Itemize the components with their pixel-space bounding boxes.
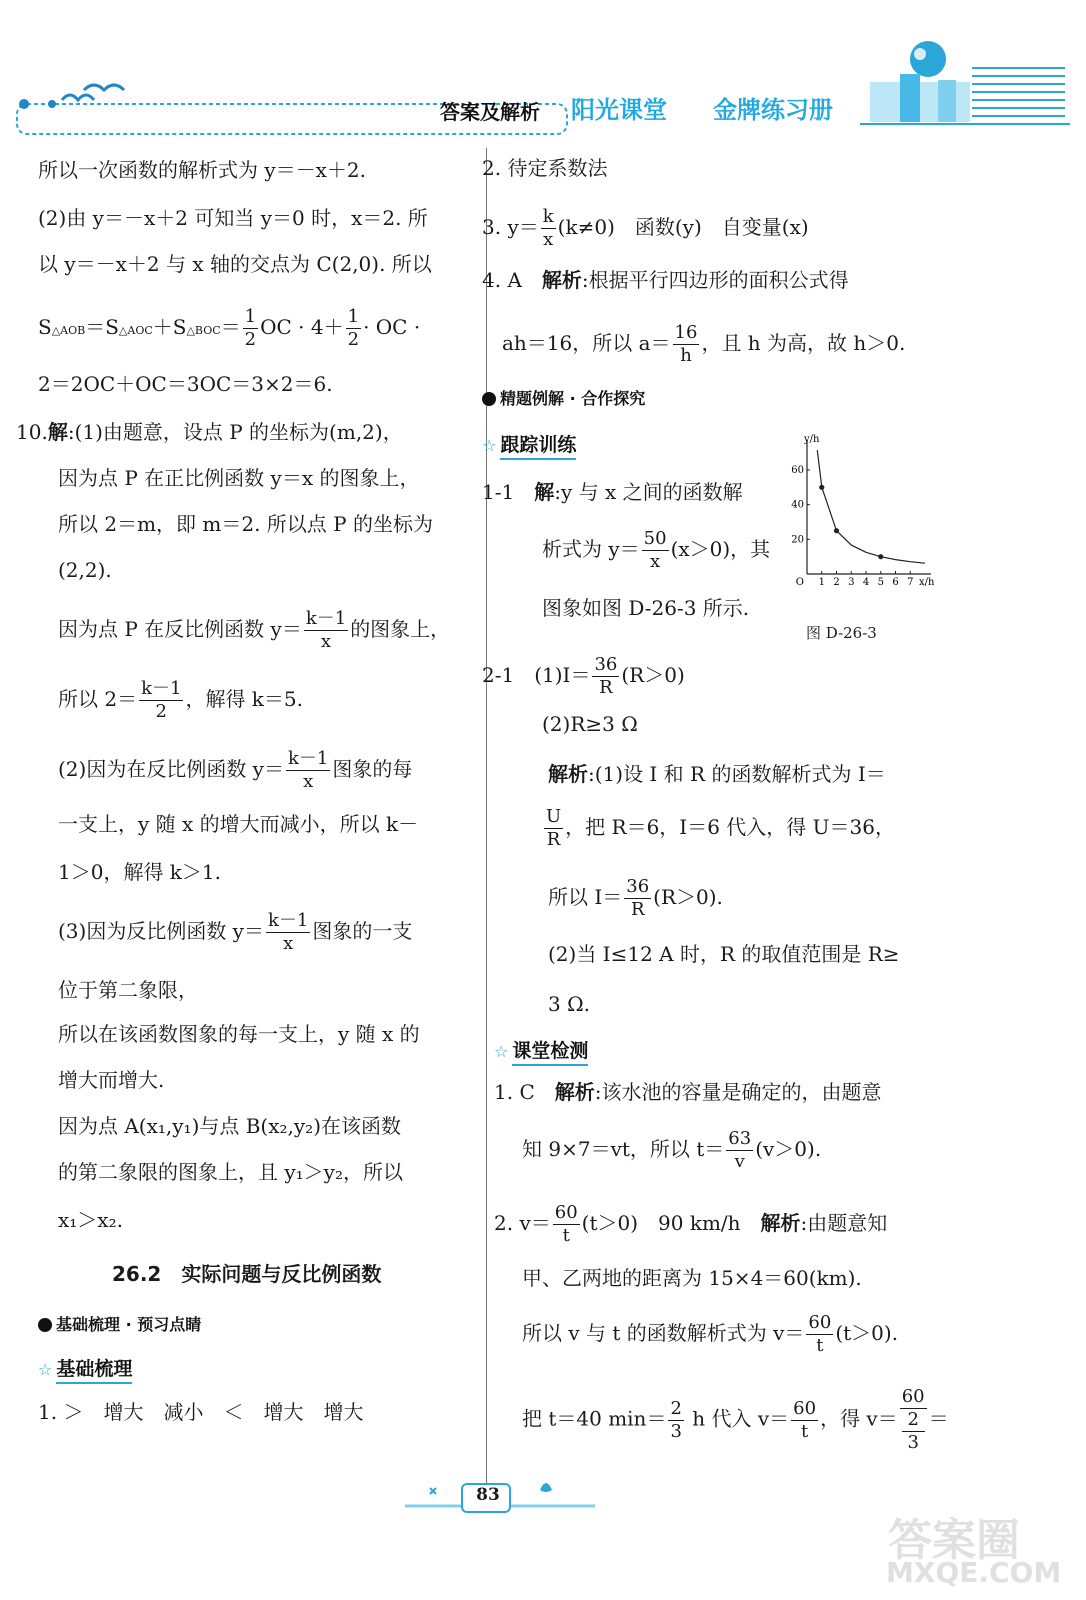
check-2-line-4: [522, 1386, 949, 1454]
y-tick-label: 20: [791, 534, 804, 546]
q10-line-7: [58, 748, 412, 793]
numerator: 60: [554, 1202, 578, 1223]
badge-label: 基础梳理 · 预习点睛: [56, 1315, 202, 1334]
t11-line-2: [542, 528, 770, 573]
r-text: (k≠0) 函数(y) 自变量(x): [557, 215, 809, 239]
q10-line-16: x₁＞x₂.: [58, 1208, 123, 1232]
q10-line-9: 1＞0，解得 k＞1.: [58, 860, 222, 884]
x-tick-label: 2: [833, 577, 840, 588]
left-line-3: 以 y＝－x＋2 与 x 轴的交点为 C(2,0). 所以: [38, 252, 432, 276]
subhead-label: 跟踪训练: [500, 434, 576, 460]
curve-series: [817, 450, 925, 563]
q10-text: ，解得 k＝5.: [185, 687, 304, 711]
right-line-1: 2. 待定系数法: [482, 156, 608, 180]
t21-line-2: (2)R≥3 Ω: [542, 712, 638, 736]
eq-sub: △AOC: [118, 324, 153, 337]
fraction: [541, 206, 556, 251]
left-area-equation: [38, 306, 420, 351]
t21-text: (1)I＝: [534, 663, 591, 687]
right-line-2: [482, 206, 809, 251]
q10-text: :(1)由题意，设点 P 的坐标为(m,2)，: [67, 420, 403, 444]
eq-part: ＋S: [152, 315, 187, 339]
fraction: [668, 1398, 683, 1443]
badge-dot-icon: [482, 392, 496, 406]
badge-examples: [482, 386, 645, 409]
t11-line-3: 图象如图 D-26-3 所示.: [542, 596, 750, 620]
jiexi-label: 解析: [548, 762, 588, 786]
c-text: 所以 v 与 t 的函数解析式为 v＝: [522, 1321, 805, 1345]
header-logo-icon: [860, 34, 1070, 129]
fraction: [642, 528, 669, 573]
y-tick-label: 40: [791, 499, 804, 511]
c-text: :该水池的容量是确定的，由题意: [594, 1080, 882, 1104]
page-number: 83: [476, 1485, 500, 1505]
numerator: 16: [674, 322, 698, 343]
q10-text: 的图象上，: [350, 617, 451, 641]
denominator: x: [320, 631, 332, 652]
q10-line-8: 一支上，y 随 x 的增大而减小，所以 k－: [58, 812, 419, 836]
nested-numerator: 2: [902, 1409, 925, 1432]
badge-dot-icon: [38, 1318, 52, 1332]
fraction: [243, 306, 258, 351]
denominator: R: [599, 677, 613, 698]
fraction: [286, 748, 330, 793]
numerator: 2: [670, 1397, 682, 1419]
header-brand-2: 金牌练习册: [713, 96, 833, 124]
inverse-function-chart: [785, 432, 935, 612]
check-2-line-1: [494, 1202, 887, 1247]
fraction: [139, 678, 183, 723]
denominator: x: [650, 551, 661, 572]
t21-line-4: [542, 806, 895, 851]
denominator: x: [543, 229, 554, 250]
fraction: [544, 806, 563, 851]
nested-denominator: 3: [907, 1432, 919, 1453]
c-text: (t＞0).: [835, 1321, 899, 1345]
t11-jie: 解: [534, 480, 555, 504]
t21-text: 所以 I＝: [548, 885, 623, 909]
q10-line-14: 因为点 A(x₁,y₁)与点 B(x₂,y₂)在该函数: [58, 1114, 402, 1138]
origin-label: O: [795, 577, 804, 588]
t21-line-3: [548, 760, 886, 788]
fraction: [726, 1128, 753, 1173]
chart-caption: 图 D-26-3: [806, 624, 877, 642]
q10-line-12: 所以在该函数图象的每一支上，y 随 x 的: [58, 1022, 420, 1046]
badge-basics: [38, 1312, 201, 1335]
numerator: 60: [808, 1312, 832, 1333]
t11-text: 析式为 y＝: [542, 537, 640, 561]
x-tick-label: 6: [892, 577, 899, 588]
fraction: [900, 1386, 927, 1454]
q10-line-2: 因为点 P 在正比例函数 y＝x 的图象上，: [58, 466, 420, 490]
numerator: 60: [793, 1397, 817, 1419]
q10-text: 所以 2＝: [58, 687, 138, 711]
fraction: [553, 1202, 580, 1247]
watermark-title: 答案圈: [888, 1515, 1020, 1566]
t11-text: (x＞0)，其: [670, 537, 771, 561]
numerator: 50: [643, 528, 667, 549]
y-tick-label: 60: [791, 465, 804, 476]
c-text: :由题意知: [800, 1211, 888, 1235]
q10-line-5: [58, 608, 450, 653]
header-label: 答案及解析: [440, 100, 540, 124]
denominator: h: [680, 345, 692, 366]
eq-part: OC · 4＋: [260, 315, 344, 339]
left-line-1: 所以一次函数的解析式为 y＝－x＋2.: [38, 158, 367, 182]
r-text: ah＝16，所以 a＝: [502, 331, 671, 355]
c-text: h 代入 v＝: [685, 1406, 790, 1431]
c-text: 把 t＝40 min＝: [522, 1406, 667, 1431]
subhead-label: 课堂检测: [512, 1040, 588, 1066]
numerator: 36: [626, 876, 650, 897]
eq-sub: △AOB: [51, 324, 86, 337]
q10-text: 图象的每: [332, 757, 413, 781]
right-line-3: [482, 266, 849, 294]
eq-part: ＝: [220, 315, 241, 339]
denominator: t: [562, 1225, 570, 1246]
q10-text: (3)因为反比例函数 y＝: [58, 919, 264, 943]
fraction: [624, 876, 651, 921]
t11-line-1: [482, 478, 743, 506]
q10-first-line: [16, 418, 403, 446]
check-2-line-2: 甲、乙两地的距离为 15×4＝60(km).: [522, 1266, 862, 1290]
c-text: ＝: [928, 1406, 949, 1431]
fraction: [592, 654, 619, 699]
fraction: [266, 910, 310, 955]
denominator: R: [630, 899, 645, 920]
t21-line-1: [482, 654, 685, 699]
x-tick-label: 1: [818, 577, 825, 588]
x-tick-label: 7: [907, 577, 914, 588]
right-line-4: [502, 322, 905, 367]
t21-text: :(1)设 I 和 R 的函数解析式为 I＝: [588, 762, 886, 786]
left-line-5: 2＝2OC＋OC＝3OC＝3×2＝6.: [38, 372, 333, 396]
fraction: [304, 608, 348, 653]
header-brand-1: 阳光课堂: [571, 96, 667, 124]
numerator: 1: [347, 306, 360, 327]
star-icon: ☆: [38, 1360, 53, 1379]
r-text: 3. y＝: [482, 215, 539, 239]
numerator: 36: [594, 654, 618, 675]
t21-text: ，把 R＝6，I＝6 代入，得 U＝36，: [565, 815, 895, 839]
x-tick-label: 5: [877, 577, 884, 588]
denominator: 3: [670, 1420, 682, 1442]
q10-line-10: [58, 910, 412, 955]
denominator: [900, 1409, 927, 1454]
jiexi-label: 解析: [541, 268, 582, 292]
t21-text: (R＞0): [621, 663, 685, 687]
r-text: ，且 h 为高，故 h＞0.: [701, 331, 906, 355]
c-text: 1. C: [494, 1080, 535, 1104]
numerator: k－1: [141, 678, 182, 699]
q10-line-15: 的第二象限的图象上，且 y₁＞y₂，所以: [58, 1160, 403, 1184]
data-point: [834, 528, 839, 533]
r-text: :根据平行四边形的面积公式得: [581, 268, 849, 292]
data-point: [819, 485, 824, 490]
eq-sub: △BOC: [186, 324, 221, 337]
numerator: 63: [728, 1128, 752, 1149]
section-title: 26.2 实际问题与反比例函数: [112, 1262, 382, 1286]
q10-line-3: 所以 2＝m，即 m＝2. 所以点 P 的坐标为: [58, 512, 433, 536]
q10-text: 图象的一支: [312, 919, 413, 943]
numerator: k－1: [268, 910, 309, 931]
eq-s: S: [38, 315, 52, 339]
q10-line-11: 位于第二象限，: [58, 978, 198, 1002]
q10-number: 10.: [16, 420, 48, 444]
x-tick-label: 4: [862, 577, 870, 588]
denominator: t: [801, 1420, 809, 1442]
left-line-2: (2)由 y＝－x＋2 可知当 y＝0 时，x＝2. 所: [38, 206, 428, 230]
t21-line-6: (2)当 I≤12 A 时，R 的取值范围是 R≥: [548, 942, 900, 966]
jiexi-label: 解析: [760, 1211, 801, 1235]
subhead-label: 基础梳理: [56, 1358, 132, 1384]
check-2-line-3: [522, 1312, 898, 1357]
subhead-tracking: [482, 430, 576, 457]
c-text: 知 9×7＝vt，所以 t＝: [522, 1137, 725, 1161]
star-icon: ☆: [494, 1042, 509, 1061]
x-axis-label: x/h: [919, 577, 935, 588]
numerator: U: [546, 806, 562, 827]
badge-label: 精题例解 · 合作探究: [500, 389, 646, 408]
eq-part: · OC ·: [363, 315, 421, 339]
denominator: v: [734, 1151, 745, 1172]
r-text: 4. A: [482, 268, 522, 292]
q10-line-13: 增大而增大.: [58, 1068, 165, 1092]
denominator: 2: [347, 329, 360, 350]
denominator: t: [816, 1335, 824, 1356]
numerator: 1: [244, 306, 257, 327]
column-divider: [486, 148, 487, 1483]
numerator: k－1: [305, 608, 347, 629]
subhead-check: [494, 1036, 588, 1063]
t11-number: 1-1: [482, 480, 515, 504]
jiexi-label: 解析: [554, 1080, 595, 1104]
c-text: (v＞0).: [755, 1137, 822, 1161]
fraction: [806, 1312, 833, 1357]
t21-line-7: 3 Ω.: [548, 992, 591, 1016]
q10-line-4: (2,2).: [58, 558, 112, 582]
denominator: R: [546, 829, 561, 850]
watermark-url: MXQE.COM: [886, 1556, 1062, 1589]
c-text: ，得 v＝: [820, 1406, 898, 1431]
q10-line-6: [58, 678, 303, 723]
c-text: (t＞0) 90 km/h: [581, 1211, 741, 1235]
star-icon: ☆: [482, 436, 497, 455]
eq-part: ＝S: [85, 315, 119, 339]
basics-answer-1: 1. ＞ 增大 减小 ＜ 增大 增大: [38, 1400, 364, 1424]
denominator: 2: [244, 329, 257, 350]
fraction: [791, 1398, 818, 1443]
denominator: x: [283, 933, 294, 954]
x-tick-label: 3: [848, 577, 855, 588]
t11-text: :y 与 x 之间的函数解: [554, 480, 743, 504]
denominator: x: [303, 771, 314, 792]
check-1-line-2: [522, 1128, 821, 1173]
fraction: [346, 306, 361, 351]
y-axis-label: y/h: [804, 434, 820, 445]
denominator: 2: [155, 701, 167, 722]
numerator: k－1: [288, 748, 329, 769]
t21-text: (R＞0).: [653, 885, 723, 909]
numerator: k: [542, 206, 554, 227]
q10-jie: 解: [47, 420, 68, 444]
q10-text: 因为点 P 在反比例函数 y＝: [58, 617, 302, 641]
numerator: 60: [901, 1386, 925, 1407]
fraction: [673, 322, 700, 367]
t21-number: 2-1: [482, 663, 515, 687]
q10-text: (2)因为在反比例函数 y＝: [58, 757, 284, 781]
c-text: 2. v＝: [494, 1211, 551, 1235]
check-1-line-1: [494, 1078, 882, 1106]
t21-line-5: [548, 876, 723, 921]
data-point: [878, 554, 883, 559]
subhead-basics: [38, 1354, 132, 1381]
